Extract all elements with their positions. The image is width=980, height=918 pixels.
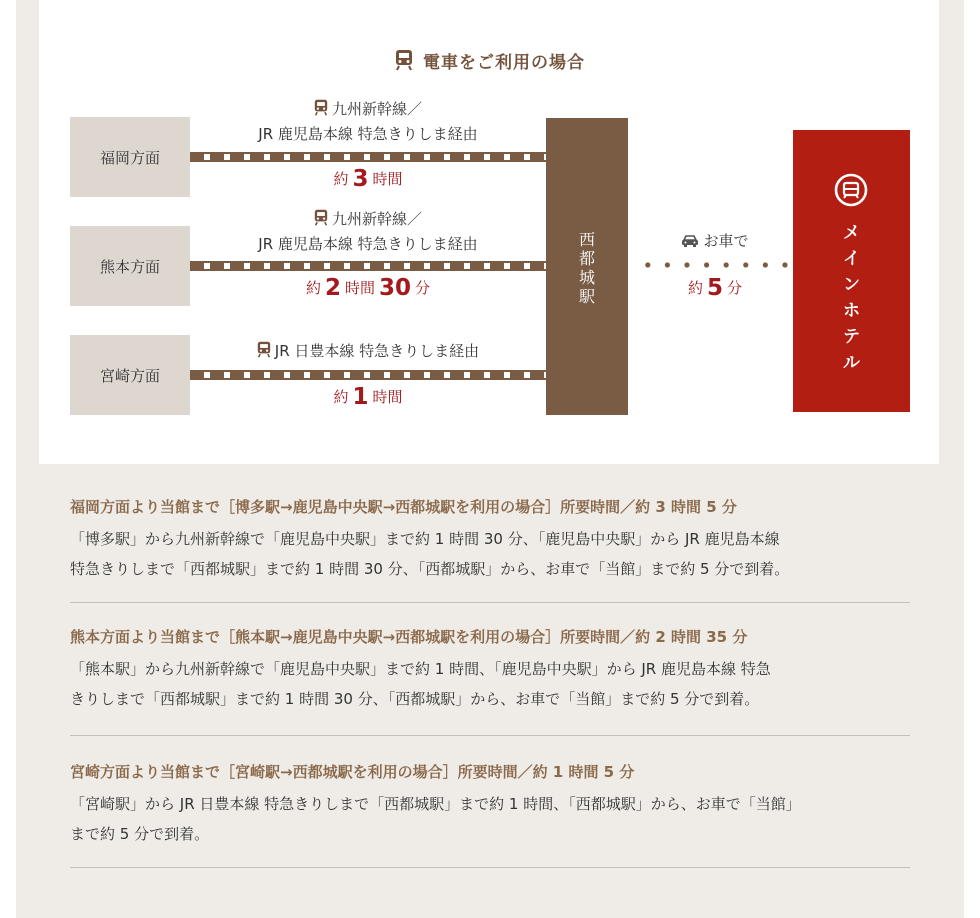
line-via: JR 鹿児島本線 特急きりしま経由	[258, 235, 478, 253]
route-text-line: きりしまで「西都城駅」まで約 1 時間 30 分、「西都城駅」から、お車で「当館」まで約 5 分で到着。	[70, 690, 760, 708]
car-label	[640, 230, 790, 252]
line-name: 九州新幹線／	[331, 100, 422, 118]
train-icon	[257, 341, 271, 365]
duration-number: 3	[352, 166, 369, 192]
station-saitoshi	[546, 118, 628, 415]
duration-prefix: 約	[687, 279, 703, 297]
route-title: 宮崎方面より当館まで［宮崎駅→西都城駅を利用の場合］所要時間／約 1 時間 5 分	[70, 763, 635, 781]
route-title: 熊本方面より当館まで［熊本駅→鹿児島中央駅→西都城駅を利用の場合］所要時間／約 2 時間 35 分	[70, 628, 748, 646]
station-label: 西都城駅	[578, 230, 595, 306]
route-text-line: まで約 5 分で到着。	[70, 825, 210, 843]
duration-kumamoto	[190, 275, 546, 301]
line-label-fukuoka	[190, 98, 546, 146]
duration-unit-minutes: 分	[415, 279, 431, 297]
rail-track-fukuoka	[190, 152, 546, 162]
hotel-destination	[793, 130, 910, 412]
origin-fukuoka	[70, 117, 190, 197]
car-text: お車で	[703, 232, 749, 250]
route-text-line: 「熊本駅」から九州新幹線で「鹿児島中央駅」まで約 1 時間、「鹿児島中央駅」から JR 鹿児島本線 特急	[70, 660, 771, 678]
duration-number: 5	[706, 275, 723, 301]
duration-prefix: 約	[333, 388, 349, 406]
divider	[70, 735, 910, 736]
car-route-dots	[638, 262, 788, 268]
duration-unit: 時間	[372, 388, 403, 406]
line-label-kumamoto	[190, 208, 546, 256]
hotel-logo-icon	[834, 173, 868, 211]
train-icon	[314, 209, 328, 233]
route-text	[70, 789, 910, 849]
divider	[70, 602, 910, 603]
car-icon	[681, 234, 699, 252]
train-icon	[314, 99, 328, 123]
route-text-line: 特急きりしまで「西都城駅」まで約 1 時間 30 分、「西都城駅」から、お車で「当館」まで約 5 分で到着。	[70, 560, 790, 578]
route-description-kumamoto	[70, 626, 910, 714]
duration-unit: 分	[727, 279, 743, 297]
duration-unit: 時間	[372, 170, 403, 188]
route-text-line: 「宮崎駅」から JR 日豊本線 特急きりしまで「西都城駅」まで約 1 時間、「西都城駅」から、お車で「当館」	[70, 795, 801, 813]
heading-text: 電車をご利用の場合	[423, 53, 585, 73]
origin-kumamoto	[70, 226, 190, 306]
line-via: JR 鹿児島本線 特急きりしま経由	[258, 125, 478, 143]
duration-number-minutes: 30	[379, 275, 412, 301]
origin-label: 熊本方面	[99, 257, 160, 276]
duration-number: 1	[352, 384, 369, 410]
duration-fukuoka	[190, 166, 546, 192]
route-description-miyazaki	[70, 761, 910, 849]
route-description-fukuoka	[70, 496, 910, 584]
train-icon	[395, 49, 413, 76]
origin-miyazaki	[70, 335, 190, 415]
route-title: 福岡方面より当館まで［博多駅→鹿児島中央駅→西都城駅を利用の場合］所要時間／約 3 時間 5 分	[70, 498, 737, 516]
route-text-line: 「博多駅」から九州新幹線で「鹿児島中央駅」まで約 1 時間 30 分、「鹿児島中央駅」から JR 鹿児島本線	[70, 530, 780, 548]
line-label-miyazaki	[190, 340, 546, 365]
duration-prefix: 約	[333, 170, 349, 188]
route-text	[70, 524, 910, 584]
duration-miyazaki	[190, 384, 546, 410]
duration-number: 2	[324, 275, 341, 301]
line-via: JR 日豊本線 特急きりしま経由	[274, 342, 480, 360]
duration-unit: 時間	[344, 279, 375, 297]
rail-track-kumamoto	[190, 261, 546, 271]
divider	[70, 867, 910, 868]
section-heading	[0, 48, 980, 76]
hotel-label: メインホテル	[843, 223, 860, 373]
rail-track-miyazaki	[190, 370, 546, 380]
line-name: 九州新幹線／	[331, 210, 422, 228]
duration-prefix: 約	[305, 279, 321, 297]
route-text	[70, 654, 910, 714]
origin-label: 宮崎方面	[99, 366, 160, 385]
duration-car	[640, 275, 790, 301]
origin-label: 福岡方面	[99, 148, 160, 167]
